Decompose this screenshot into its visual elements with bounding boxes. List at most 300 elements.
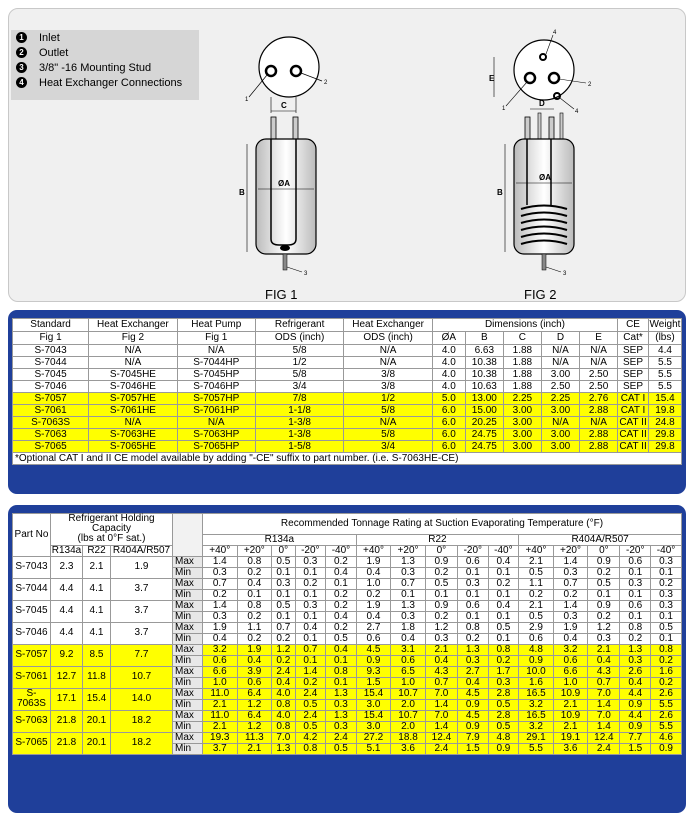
holding-cell: 18.2 — [111, 710, 173, 732]
tonnage-cell: 1.2 — [425, 622, 457, 633]
col-header-holding: Refrigerant Holding Capacity — [51, 514, 173, 535]
tonnage-cell: 0.2 — [326, 622, 357, 633]
tonnage-cell: 4.3 — [588, 666, 620, 677]
table-row — [13, 556, 682, 567]
tonnage-cell: 0.7 — [272, 622, 295, 633]
tonnage-cell: 4.5 — [356, 644, 391, 655]
table-cell: 10.38 — [465, 357, 503, 369]
part-number-cell: S-7063S — [13, 688, 51, 710]
table-cell: SEP — [618, 381, 649, 393]
temp-col-header: 0° — [588, 545, 620, 556]
tonnage-cell: 0.4 — [588, 655, 620, 666]
tonnage-cell: 1.3 — [272, 743, 295, 754]
dim-col-header: C — [503, 332, 541, 345]
callout-4: 4 — [553, 30, 557, 36]
tonnage-cell: 4.3 — [425, 666, 457, 677]
col-header-heat-exchanger: Heat Exchanger — [89, 319, 178, 332]
tonnage-cell: 0.1 — [620, 589, 651, 600]
max-min-label: Max — [173, 556, 203, 567]
tonnage-cell: 27.2 — [356, 732, 391, 743]
tonnage-cell: 0.2 — [620, 633, 651, 644]
tonnage-cell: 0.6 — [553, 655, 588, 666]
table-cell: S-7065HP — [177, 441, 255, 453]
tonnage-cell: 0.1 — [272, 567, 295, 578]
tonnage-cell: 0.6 — [519, 633, 554, 644]
tonnage-cell: 0.4 — [326, 567, 357, 578]
table-cell: S-7057HP — [177, 393, 255, 405]
tonnage-cell: 0.4 — [553, 633, 588, 644]
table-row — [13, 345, 682, 357]
tonnage-cell: 0.2 — [272, 655, 295, 666]
tonnage-cell: 1.8 — [391, 622, 426, 633]
tonnage-cell: 0.2 — [237, 567, 272, 578]
holding-cell: 21.8 — [51, 710, 83, 732]
tonnage-cell: 0.3 — [391, 567, 426, 578]
tonnage-cell: 0.5 — [425, 578, 457, 589]
dim-c-label: C — [281, 101, 287, 110]
max-min-label: Max — [173, 578, 203, 589]
tonnage-cell: 16.5 — [519, 710, 554, 721]
tonnage-cell: 0.8 — [458, 622, 489, 633]
table-cell: 2.50 — [580, 381, 618, 393]
tonnage-cell: 0.2 — [425, 567, 457, 578]
table-cell: 2.50 — [580, 369, 618, 381]
tonnage-cell: 0.7 — [553, 578, 588, 589]
part-number-cell: S-7057 — [13, 644, 51, 666]
dimensions-table — [12, 318, 682, 465]
tonnage-cell: 0.4 — [458, 677, 489, 688]
max-min-label: Min — [173, 655, 203, 666]
tonnage-cell: 0.1 — [425, 589, 457, 600]
tonnage-cell: 1.0 — [203, 677, 238, 688]
holding-cell: 14.0 — [111, 688, 173, 710]
table-row — [13, 688, 682, 699]
tonnage-cell: 0.3 — [651, 589, 682, 600]
tonnage-cell: 0.3 — [651, 600, 682, 611]
table-cell: 4.0 — [432, 369, 465, 381]
tonnage-cell: 0.2 — [458, 633, 489, 644]
col-subheader: ODS (inch) — [344, 332, 433, 345]
table-row — [13, 357, 682, 369]
tonnage-cell: 3.2 — [519, 699, 554, 710]
tonnage-cell: 0.7 — [425, 677, 457, 688]
tonnage-cell: 0.1 — [651, 633, 682, 644]
hold-col-header: R22 — [83, 545, 111, 556]
table-cell: SEP — [618, 357, 649, 369]
tonnage-cell: 0.2 — [588, 567, 620, 578]
tonnage-cell: 0.1 — [651, 611, 682, 622]
tonnage-cell: 5.5 — [519, 743, 554, 754]
fig1-label: FIG 1 — [265, 287, 298, 302]
tonnage-cell: 1.9 — [356, 556, 391, 567]
col-subheader: Fig 1 — [13, 332, 89, 345]
holding-cell: 4.1 — [83, 578, 111, 600]
tonnage-cell: 0.8 — [237, 556, 272, 567]
callout-2: 2 — [324, 80, 328, 86]
tonnage-cell: 1.4 — [425, 721, 457, 732]
col-header-dimensions: Dimensions (inch) — [432, 319, 617, 332]
tonnage-cell: 10.0 — [519, 666, 554, 677]
table-cell: 1-3/8 — [255, 417, 344, 429]
table-row — [13, 578, 682, 589]
table-cell: 5.0 — [432, 393, 465, 405]
tonnage-cell: 1.3 — [620, 644, 651, 655]
table-cell: 6.0 — [432, 405, 465, 417]
legend-number: 3 — [16, 62, 27, 73]
tonnage-cell: 0.4 — [272, 677, 295, 688]
holding-cell: 4.1 — [83, 600, 111, 622]
tonnage-cell: 0.2 — [326, 556, 357, 567]
hold-col-header: R134a — [51, 544, 82, 556]
tonnage-cell: 1.9 — [553, 622, 588, 633]
tonnage-cell: 0.5 — [295, 721, 326, 732]
dim-col-header: D — [541, 332, 579, 345]
tonnage-cell: 0.5 — [272, 556, 295, 567]
table-cell: 3/4 — [344, 441, 433, 453]
tonnage-cell: 0.4 — [295, 622, 326, 633]
callout-2: 2 — [588, 82, 592, 88]
tonnage-cell: 0.9 — [458, 699, 489, 710]
table-cell: S-7046HE — [89, 381, 178, 393]
tonnage-cell: 1.1 — [519, 578, 554, 589]
table-cell: 5.5 — [648, 357, 681, 369]
callout-4b: 4 — [575, 109, 579, 115]
legend-label: Inlet — [39, 31, 60, 44]
tonnage-cell: 0.3 — [588, 633, 620, 644]
tonnage-cell: 1.6 — [519, 677, 554, 688]
temp-col-header: -40° — [651, 545, 682, 556]
tonnage-cell: 18.8 — [391, 732, 426, 743]
tonnage-cell: 0.2 — [326, 600, 357, 611]
max-min-label: Min — [173, 589, 203, 600]
tonnage-cell: 1.4 — [203, 556, 238, 567]
tonnage-cell: 0.4 — [237, 578, 272, 589]
tonnage-cell: 0.3 — [620, 578, 651, 589]
tonnage-cell: 1.9 — [237, 644, 272, 655]
tonnage-cell: 6.6 — [553, 666, 588, 677]
max-min-label: Max — [173, 666, 203, 677]
tonnage-cell: 2.4 — [326, 732, 357, 743]
tonnage-cell: 3.1 — [391, 644, 426, 655]
tonnage-cell: 0.9 — [651, 743, 682, 754]
tonnage-cell: 1.5 — [458, 743, 489, 754]
table-cell: CAT II — [619, 416, 647, 428]
table-cell: 3/8 — [344, 369, 433, 381]
tonnage-cell: 0.4 — [425, 655, 457, 666]
table-cell: N/A — [541, 357, 579, 369]
tonnage-cell: 0.1 — [488, 589, 519, 600]
tonnage-cell: 0.5 — [519, 567, 554, 578]
tonnage-cell: 0.1 — [651, 567, 682, 578]
tonnage-cell: 0.4 — [237, 655, 272, 666]
table-cell: 3/8 — [344, 381, 433, 393]
tonnage-cell: 0.1 — [488, 567, 519, 578]
max-min-label: Min — [173, 743, 203, 754]
table-cell: 5.5 — [648, 381, 681, 393]
table-cell: S-7063HE — [89, 429, 178, 441]
holding-cell: 3.7 — [111, 622, 173, 644]
table-cell: S-7057HE — [89, 393, 178, 405]
tonnage-cell: 0.8 — [651, 644, 682, 655]
tonnage-cell: 2.4 — [425, 743, 457, 754]
tonnage-cell: 0.9 — [588, 600, 620, 611]
table-cell: 24.8 — [648, 417, 681, 429]
temp-col-header: -20° — [295, 545, 326, 556]
tonnage-cell: 5.5 — [651, 721, 682, 732]
tonnage-cell: 0.2 — [488, 655, 519, 666]
tonnage-cell: 0.1 — [326, 655, 357, 666]
tonnage-cell: 0.7 — [295, 644, 326, 655]
tonnage-cell: 0.8 — [272, 721, 295, 732]
legend-number: 1 — [16, 32, 27, 43]
col-header-weight: Weight — [649, 319, 681, 330]
tonnage-cell: 0.5 — [295, 699, 326, 710]
table-row — [13, 369, 682, 381]
table-cell: 1/2 — [344, 393, 433, 405]
table-row — [13, 666, 682, 677]
temp-col-header: -40° — [326, 545, 357, 556]
dim-e-label: E — [489, 74, 495, 83]
temp-col-header: +40° — [519, 545, 554, 556]
part-number-cell: S-7045 — [13, 600, 51, 622]
table-cell: 6.0 — [432, 441, 465, 453]
table-cell: CAT I — [618, 393, 649, 405]
group-header-r134a: R134a — [203, 534, 357, 545]
table-cell: 1.88 — [503, 369, 541, 381]
table-cell: S-7044HP — [177, 357, 255, 369]
table-row — [13, 600, 682, 611]
table-cell: 1-1/8 — [255, 405, 344, 417]
tonnage-cell: 10.7 — [391, 688, 426, 699]
table-row — [13, 710, 682, 721]
legend-number: 4 — [16, 77, 27, 88]
tonnage-cell: 0.2 — [553, 589, 588, 600]
tonnage-cell: 4.4 — [620, 710, 651, 721]
holding-cell: 3.7 — [111, 600, 173, 622]
tonnage-cell: 2.9 — [519, 622, 554, 633]
fig1-shell — [256, 139, 316, 254]
tonnage-cell: 6.6 — [203, 666, 238, 677]
table-cell: N/A — [177, 345, 255, 357]
tonnage-cell: 0.2 — [237, 611, 272, 622]
tonnage-cell: 1.2 — [588, 622, 620, 633]
tonnage-cell: 0.6 — [620, 556, 651, 567]
dimensions-table-panel — [8, 310, 686, 494]
tonnage-cell: 0.7 — [588, 677, 620, 688]
table-cell: 4.0 — [432, 381, 465, 393]
tonnage-cell: 0.9 — [620, 699, 651, 710]
holding-cell: 12.7 — [51, 666, 83, 688]
tonnage-cell: 0.6 — [391, 655, 426, 666]
tonnage-cell: 10.9 — [553, 688, 588, 699]
tonnage-cell: 1.0 — [356, 578, 391, 589]
tonnage-cell: 0.1 — [458, 589, 489, 600]
tonnage-cell: 5.1 — [356, 743, 391, 754]
tonnage-cell: 3.0 — [356, 699, 391, 710]
blank-header — [173, 514, 203, 557]
tonnage-cell: 0.2 — [295, 677, 326, 688]
table-cell: N/A — [177, 417, 255, 429]
table-cell: N/A — [89, 345, 178, 357]
table-cell: S-7063HP — [177, 429, 255, 441]
legend-label: Heat Exchanger Connections — [39, 76, 183, 89]
table-cell: 10.38 — [465, 369, 503, 381]
table-cell: N/A — [89, 417, 178, 429]
holding-cell: 10.7 — [111, 666, 173, 688]
tonnage-cell: 0.6 — [458, 556, 489, 567]
tonnage-cell: 0.6 — [458, 600, 489, 611]
col-header-standard: Standard — [13, 319, 89, 332]
table-cell: S-7045HP — [177, 369, 255, 381]
tonnage-cell: 0.1 — [272, 589, 295, 600]
tonnage-cell: 0.6 — [620, 600, 651, 611]
tonnage-cell: 0.1 — [295, 567, 326, 578]
table-cell: 2.88 — [580, 429, 618, 441]
tonnage-cell: 0.9 — [458, 721, 489, 732]
tonnage-cell: 0.3 — [553, 567, 588, 578]
part-number-cell: S-7063 — [13, 710, 51, 732]
tonnage-cell: 0.1 — [488, 611, 519, 622]
tonnage-cell: 15.4 — [356, 710, 391, 721]
table-cell: 3.00 — [503, 405, 541, 417]
tonnage-cell: 3.2 — [519, 721, 554, 732]
tonnage-cell: 11.3 — [237, 732, 272, 743]
tonnage-cell: 29.1 — [519, 732, 554, 743]
tonnage-cell: 1.2 — [237, 721, 272, 732]
tonnage-cell: 0.5 — [488, 721, 519, 732]
tonnage-cell: 2.0 — [391, 721, 426, 732]
tonnage-cell: 0.2 — [356, 589, 391, 600]
tonnage-cell: 0.1 — [295, 611, 326, 622]
tonnage-cell: 0.3 — [326, 721, 357, 732]
holding-cell: 2.1 — [83, 556, 111, 578]
tonnage-cell: 0.3 — [203, 611, 238, 622]
table-cell: 5/8 — [344, 429, 433, 441]
tonnage-cell: 0.2 — [651, 677, 682, 688]
tonnage-cell: 0.9 — [356, 655, 391, 666]
table-row — [13, 732, 682, 743]
col-header-hx-ods: Heat Exchanger — [344, 319, 433, 332]
tonnage-cell: 1.4 — [425, 699, 457, 710]
table-cell: 3.00 — [541, 405, 579, 417]
tonnage-cell: 0.1 — [295, 589, 326, 600]
tonnage-cell: 0.3 — [620, 655, 651, 666]
tonnage-cell: 4.5 — [458, 710, 489, 721]
tonnage-cell: 0.1 — [620, 567, 651, 578]
temp-col-header: +20° — [553, 545, 588, 556]
table-cell: 13.00 — [465, 393, 503, 405]
max-min-label: Min — [173, 567, 203, 578]
table-cell: 15.00 — [465, 405, 503, 417]
callout-3: 3 — [563, 271, 567, 277]
table-cell: 29.8 — [648, 441, 681, 453]
tonnage-cell: 0.5 — [588, 578, 620, 589]
temp-col-header: -20° — [620, 545, 651, 556]
tonnage-cell: 15.4 — [356, 688, 391, 699]
callout-1: 1 — [502, 106, 506, 112]
tonnage-cell: 3.2 — [553, 644, 588, 655]
tonnage-cell: 0.8 — [620, 622, 651, 633]
tonnage-cell: 2.1 — [519, 556, 554, 567]
table-cell: 2.88 — [580, 405, 618, 417]
holding-cell: 1.9 — [111, 556, 173, 578]
dim-b-label: B — [239, 188, 245, 197]
col-subheader: Fig 1 — [177, 332, 255, 345]
table-cell: CAT I — [618, 405, 649, 417]
tonnage-cell: 1.2 — [237, 699, 272, 710]
tonnage-cell: 4.0 — [272, 710, 295, 721]
dim-col-header: ØA — [432, 332, 465, 345]
table-cell: 15.4 — [648, 393, 681, 405]
part-number-cell: S-7065 — [13, 732, 51, 754]
tonnage-cell: 7.0 — [588, 710, 620, 721]
tonnage-cell: 2.1 — [203, 699, 238, 710]
callout-3: 3 — [304, 271, 308, 277]
col-subheader: (lbs) — [648, 332, 681, 345]
table-cell: N/A — [580, 357, 618, 369]
tonnage-cell: 0.3 — [488, 677, 519, 688]
holding-cell: 9.2 — [51, 644, 83, 666]
holding-cell: 7.7 — [111, 644, 173, 666]
capacity-table — [12, 513, 682, 755]
tonnage-cell: 0.1 — [391, 589, 426, 600]
tonnage-cell: 3.7 — [203, 743, 238, 754]
tonnage-cell: 0.2 — [488, 578, 519, 589]
tonnage-cell: 0.5 — [519, 611, 554, 622]
tonnage-cell: 2.1 — [203, 721, 238, 732]
dim-col-header: B — [465, 332, 503, 345]
tonnage-cell: 0.2 — [651, 655, 682, 666]
tonnage-cell: 7.9 — [458, 732, 489, 743]
tonnage-cell: 0.9 — [519, 655, 554, 666]
tonnage-cell: 2.8 — [488, 688, 519, 699]
tonnage-cell: 7.0 — [272, 732, 295, 743]
tonnage-cell: 6.5 — [391, 666, 426, 677]
table-cell: N/A — [344, 345, 433, 357]
holding-cell: 20.1 — [83, 710, 111, 732]
tonnage-cell: 19.1 — [553, 732, 588, 743]
table-cell: 3.00 — [503, 441, 541, 453]
tonnage-cell: 11.0 — [203, 688, 238, 699]
tonnage-cell: 1.3 — [458, 644, 489, 655]
table-cell: N/A — [580, 345, 618, 357]
tonnage-cell: 16.5 — [519, 688, 554, 699]
tonnage-cell: 1.4 — [203, 600, 238, 611]
table-cell: SEP — [618, 345, 649, 357]
legend-label: 3/8" -16 Mounting Stud — [39, 61, 152, 74]
capacity-table-panel — [8, 505, 686, 813]
tonnage-cell: 0.9 — [425, 556, 457, 567]
tonnage-cell: 0.8 — [326, 666, 357, 677]
part-number-cell: S-7046 — [13, 622, 51, 644]
table-cell: 5/8 — [255, 369, 344, 381]
tonnage-cell: 5.5 — [651, 699, 682, 710]
tonnage-cell: 7.0 — [425, 688, 457, 699]
tonnage-cell: 2.6 — [651, 710, 682, 721]
table-cell: 4.0 — [432, 345, 465, 357]
tonnage-cell: 0.3 — [458, 578, 489, 589]
temp-col-header: 0° — [272, 545, 295, 556]
table-cell: S-7065 — [13, 441, 89, 453]
part-number-cell: S-7061 — [13, 666, 51, 688]
table-row — [13, 441, 682, 453]
tonnage-cell: 11.0 — [203, 710, 238, 721]
dim-col-header: E — [580, 332, 618, 345]
table-cell: 6.0 — [432, 429, 465, 441]
table-cell: N/A — [344, 357, 433, 369]
table-cell: 5.5 — [648, 369, 681, 381]
tonnage-cell: 2.4 — [295, 710, 326, 721]
